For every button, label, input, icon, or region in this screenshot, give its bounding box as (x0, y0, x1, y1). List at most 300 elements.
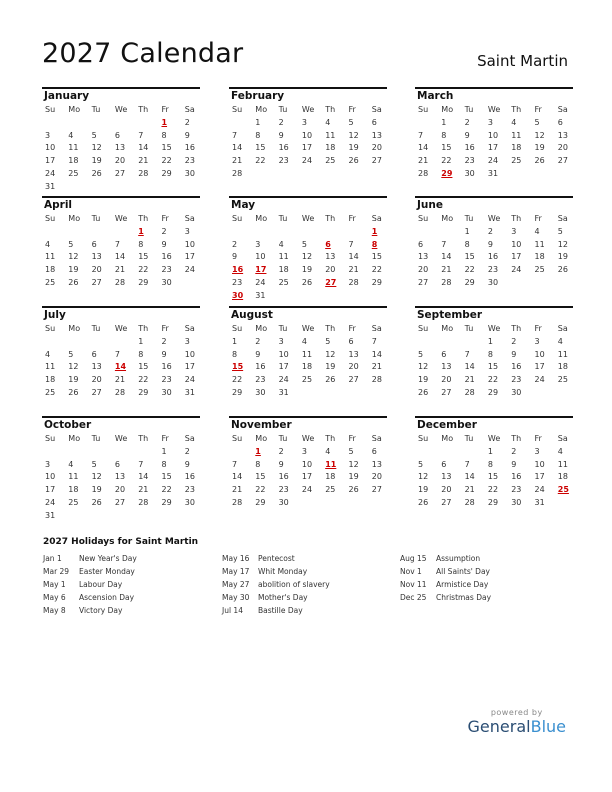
day-cell: 30 (511, 497, 522, 507)
holiday-day-cell: 11 (325, 459, 337, 469)
day-cell: 1 (161, 446, 167, 456)
day-cell: 29 (161, 497, 172, 507)
month-december (415, 416, 573, 522)
day-cell: 4 (68, 130, 74, 140)
weekday-label: Mo (255, 324, 268, 333)
weekday-label: Mo (68, 434, 81, 443)
day-cell: 27 (418, 277, 429, 287)
day-cell: 4 (557, 446, 563, 456)
day-cell: 16 (278, 143, 289, 153)
day-cell: 12 (91, 143, 102, 153)
weekday-label: Tu (91, 105, 101, 114)
day-cell: 26 (418, 387, 429, 397)
weekday-label: Sa (371, 434, 382, 443)
holiday-date: Dec 25 (400, 593, 427, 602)
day-cell: 28 (114, 387, 126, 397)
holiday-date: May 1 (43, 580, 66, 589)
day-cell: 7 (464, 349, 470, 359)
day-cell: 28 (138, 168, 149, 178)
day-cell: 16 (464, 143, 475, 153)
holiday-day-cell: 25 (557, 485, 569, 495)
day-cell: 5 (418, 349, 424, 359)
day-cell: 19 (301, 265, 313, 275)
holiday-item (400, 578, 491, 591)
weekday-label: Fr (161, 214, 169, 223)
day-cell: 27 (557, 156, 568, 166)
weekday-label: Sa (371, 105, 382, 114)
weekday-label: We (487, 105, 501, 114)
day-cell: 25 (68, 497, 79, 507)
month-march (415, 87, 573, 193)
day-cell: 28 (464, 387, 475, 397)
day-cell: 1 (487, 336, 493, 346)
weekday-label: Th (511, 105, 522, 114)
day-cell: 15 (138, 362, 149, 372)
day-cell: 9 (464, 130, 470, 140)
day-cell: 20 (114, 156, 126, 166)
empty-cell (65, 446, 88, 459)
day-cell: 3 (255, 239, 261, 249)
day-cell: 14 (114, 252, 126, 262)
day-cell: 14 (441, 252, 452, 262)
day-cell: 20 (91, 375, 102, 385)
day-cell: 10 (534, 459, 545, 469)
weekday-label: Tu (91, 434, 101, 443)
day-cell: 9 (511, 349, 517, 359)
day-cell: 29 (487, 387, 499, 397)
empty-cell (345, 226, 368, 239)
weekday-label: Fr (161, 105, 169, 114)
day-cell: 4 (45, 349, 51, 359)
holiday-date: May 16 (222, 554, 250, 563)
day-cell: 7 (138, 130, 144, 140)
day-cell: 25 (278, 277, 289, 287)
day-cell: 14 (232, 143, 243, 153)
day-cell: 14 (371, 349, 382, 359)
day-cell: 19 (348, 143, 359, 153)
day-cell: 4 (278, 239, 284, 249)
day-cell: 5 (557, 226, 563, 236)
day-cell: 14 (464, 472, 475, 482)
day-cell: 24 (511, 265, 522, 275)
weekday-label: Su (418, 434, 429, 443)
weekday-label: Fr (161, 434, 169, 443)
day-cell: 26 (418, 497, 429, 507)
day-cell: 24 (301, 156, 313, 166)
weekday-label: Su (232, 105, 243, 114)
day-cell: 19 (557, 252, 568, 262)
day-cell: 29 (161, 168, 172, 178)
day-cell: 7 (464, 459, 470, 469)
day-cell: 24 (184, 375, 195, 385)
empty-cell (65, 117, 88, 130)
day-cell: 25 (45, 387, 56, 397)
day-cell: 15 (371, 252, 382, 262)
day-cell: 24 (255, 277, 266, 287)
holiday-date: May 8 (43, 606, 66, 615)
weekday-label: Mo (255, 214, 268, 223)
day-cell: 11 (511, 130, 522, 140)
day-cell: 24 (278, 375, 289, 385)
weekday-label: Fr (534, 324, 542, 333)
day-cell: 17 (45, 156, 56, 166)
day-cell: 6 (114, 459, 120, 469)
weekday-label: Sa (557, 214, 568, 223)
day-cell: 2 (161, 336, 167, 346)
holiday-name: Christmas Day (436, 593, 492, 602)
month-divider (42, 196, 200, 198)
day-cell: 30 (184, 497, 195, 507)
day-cell: 20 (418, 265, 429, 275)
weekday-label: Su (45, 434, 56, 443)
day-cell: 22 (487, 485, 499, 495)
day-cell: 6 (441, 349, 447, 359)
day-cell: 28 (441, 277, 452, 287)
weekday-label: Mo (255, 105, 268, 114)
day-cell: 17 (184, 362, 195, 372)
day-cell: 28 (418, 168, 429, 178)
month-june (415, 196, 573, 302)
day-cell: 7 (114, 349, 120, 359)
day-cell: 13 (348, 349, 359, 359)
day-cell: 12 (534, 130, 545, 140)
day-cell: 12 (557, 239, 568, 249)
day-cell: 15 (255, 143, 266, 153)
day-cell: 19 (91, 485, 102, 495)
day-cell: 28 (464, 497, 475, 507)
day-cell: 22 (161, 485, 172, 495)
month-name: May (231, 199, 256, 211)
day-cell: 18 (68, 156, 79, 166)
weekday-label: Sa (371, 214, 382, 223)
day-cell: 20 (441, 485, 452, 495)
weekday-label: We (487, 214, 501, 223)
day-cell: 15 (138, 252, 149, 262)
empty-cell (42, 226, 65, 239)
day-cell: 27 (114, 168, 126, 178)
holiday-name: Ascension Day (79, 593, 135, 602)
day-cell: 22 (441, 156, 452, 166)
empty-cell (89, 446, 112, 459)
day-cell: 5 (348, 117, 354, 127)
day-cell: 8 (232, 349, 238, 359)
day-cell: 23 (161, 265, 172, 275)
day-cell: 19 (68, 375, 79, 385)
day-cell: 26 (534, 156, 545, 166)
day-cell: 13 (441, 472, 452, 482)
day-cell: 2 (511, 446, 517, 456)
day-cell: 18 (557, 362, 568, 372)
weekday-label: Tu (464, 324, 474, 333)
weekday-label: Mo (68, 324, 81, 333)
day-cell: 1 (232, 336, 238, 346)
day-cell: 21 (138, 156, 149, 166)
day-cell: 28 (348, 277, 359, 287)
holiday-item (43, 578, 137, 591)
day-cell: 6 (371, 446, 377, 456)
day-cell: 23 (278, 485, 289, 495)
day-cell: 6 (114, 130, 120, 140)
day-cell: 9 (184, 459, 190, 469)
weekday-label: We (301, 105, 315, 114)
holiday-day-cell: 14 (114, 362, 127, 372)
day-cell: 16 (487, 252, 499, 262)
weekday-label: Sa (557, 434, 568, 443)
holiday-date: Nov 11 (400, 580, 427, 589)
weekday-label: Sa (184, 324, 195, 333)
weekday-label: Fr (534, 214, 542, 223)
day-cell: 8 (138, 349, 144, 359)
day-cell: 8 (487, 349, 493, 359)
day-cell: 30 (511, 387, 522, 397)
day-cell: 25 (557, 375, 568, 385)
day-cell: 18 (278, 265, 289, 275)
month-grid (229, 433, 387, 510)
day-cell: 1 (255, 117, 261, 127)
empty-cell (415, 117, 438, 130)
day-cell: 20 (441, 375, 452, 385)
month-divider (415, 416, 573, 418)
day-cell: 24 (301, 485, 313, 495)
weekday-label: Su (418, 324, 429, 333)
day-cell: 20 (325, 265, 336, 275)
day-cell: 9 (487, 239, 493, 249)
weekday-label: Su (418, 105, 429, 114)
day-cell: 30 (278, 497, 289, 507)
holiday-item (222, 591, 330, 604)
weekday-label: We (487, 434, 501, 443)
day-cell: 25 (325, 485, 336, 495)
day-cell: 31 (534, 497, 545, 507)
day-cell: 8 (255, 130, 261, 140)
weekday-label: Tu (278, 105, 288, 114)
day-cell: 17 (278, 362, 289, 372)
holiday-day-cell: 29 (441, 168, 453, 178)
day-cell: 2 (184, 117, 190, 127)
day-cell: 6 (91, 239, 97, 249)
brand-general: General (467, 717, 531, 736)
month-divider (415, 306, 573, 308)
day-cell: 7 (348, 239, 354, 249)
day-cell: 19 (348, 472, 359, 482)
holiday-name: Armistice Day (436, 580, 489, 589)
holiday-item (43, 604, 137, 617)
day-cell: 19 (68, 265, 79, 275)
day-cell: 19 (325, 362, 336, 372)
empty-cell (42, 446, 65, 459)
day-cell: 13 (418, 252, 429, 262)
day-cell: 10 (45, 143, 56, 153)
holiday-name: Whit Monday (258, 567, 308, 576)
day-cell: 25 (45, 277, 56, 287)
weekday-label: Su (232, 324, 243, 333)
day-cell: 13 (371, 459, 382, 469)
holiday-day-cell: 30 (232, 290, 244, 300)
day-cell: 21 (114, 375, 126, 385)
month-april (42, 196, 200, 302)
holidays-title: 2027 Holidays for Saint Martin (43, 537, 199, 547)
weekday-label: Su (45, 105, 56, 114)
day-cell: 27 (441, 387, 452, 397)
empty-cell (252, 226, 275, 239)
day-cell: 18 (557, 472, 568, 482)
day-cell: 23 (511, 375, 522, 385)
month-divider (415, 196, 573, 198)
day-cell: 15 (487, 362, 499, 372)
weekday-label: Su (418, 214, 429, 223)
day-cell: 3 (511, 226, 517, 236)
day-cell: 6 (348, 336, 354, 346)
day-cell: 11 (68, 472, 79, 482)
day-cell: 14 (418, 143, 429, 153)
day-cell: 2 (511, 336, 517, 346)
month-divider (229, 416, 387, 418)
day-cell: 22 (138, 375, 149, 385)
holiday-item (43, 591, 137, 604)
weekday-label: Th (138, 434, 149, 443)
day-cell: 3 (534, 336, 540, 346)
day-cell: 2 (487, 226, 493, 236)
empty-cell (65, 336, 88, 349)
holiday-date: Mar 29 (43, 567, 70, 576)
holiday-item (222, 552, 330, 565)
day-cell: 19 (418, 485, 429, 495)
empty-cell (276, 226, 299, 239)
weekday-label: Fr (348, 214, 356, 223)
weekday-label: Sa (371, 324, 382, 333)
weekday-label: Tu (464, 434, 474, 443)
day-cell: 14 (138, 143, 149, 153)
day-cell: 8 (464, 239, 470, 249)
day-cell: 26 (557, 265, 568, 275)
day-cell: 14 (138, 472, 149, 482)
day-cell: 1 (464, 226, 470, 236)
weekday-label: Fr (348, 324, 356, 333)
day-cell: 6 (557, 117, 563, 127)
weekday-label: Tu (464, 214, 474, 223)
day-cell: 24 (534, 485, 545, 495)
day-cell: 19 (534, 143, 545, 153)
holiday-name: Bastille Day (258, 606, 303, 615)
weekday-label: Sa (184, 434, 195, 443)
day-cell: 14 (348, 252, 359, 262)
month-grid (42, 433, 200, 523)
day-cell: 20 (91, 265, 102, 275)
day-cell: 5 (348, 446, 354, 456)
day-cell: 8 (138, 239, 144, 249)
day-cell: 29 (138, 387, 149, 397)
day-cell: 2 (278, 446, 284, 456)
holiday-column (222, 552, 330, 617)
month-name: August (231, 309, 273, 321)
day-cell: 7 (371, 336, 377, 346)
day-cell: 21 (418, 156, 429, 166)
holiday-date: Nov 1 (400, 567, 422, 576)
day-cell: 20 (557, 143, 568, 153)
month-september (415, 306, 573, 412)
day-cell: 16 (278, 472, 289, 482)
day-cell: 16 (161, 362, 172, 372)
day-cell: 16 (511, 362, 522, 372)
day-cell: 18 (68, 485, 79, 495)
day-cell: 29 (487, 497, 499, 507)
day-cell: 6 (371, 117, 377, 127)
day-cell: 21 (441, 265, 452, 275)
day-cell: 3 (534, 446, 540, 456)
day-cell: 16 (184, 143, 195, 153)
day-cell: 1 (138, 336, 144, 346)
day-cell: 18 (301, 362, 313, 372)
holiday-item (43, 565, 137, 578)
day-cell: 11 (278, 252, 289, 262)
day-cell: 2 (278, 117, 284, 127)
day-cell: 30 (184, 168, 195, 178)
day-cell: 10 (534, 349, 545, 359)
month-name: January (44, 90, 90, 102)
weekday-label: Tu (278, 434, 288, 443)
day-cell: 15 (255, 472, 266, 482)
holiday-name: Mother's Day (258, 593, 308, 602)
day-cell: 12 (68, 252, 79, 262)
holiday-name: New Year's Day (79, 554, 137, 563)
day-cell: 23 (278, 156, 289, 166)
holiday-column (43, 552, 137, 617)
day-cell: 30 (161, 387, 172, 397)
day-cell: 20 (371, 143, 382, 153)
day-cell: 17 (45, 485, 56, 495)
day-cell: 10 (487, 130, 499, 140)
day-cell: 26 (348, 485, 359, 495)
month-august (229, 306, 387, 412)
holiday-date: Aug 15 (400, 554, 427, 563)
empty-cell (462, 446, 485, 459)
weekday-label: Su (232, 214, 243, 223)
day-cell: 7 (441, 239, 447, 249)
day-cell: 5 (91, 459, 97, 469)
holiday-name: Labour Day (79, 580, 123, 589)
weekday-label: Su (232, 434, 243, 443)
day-cell: 3 (487, 117, 493, 127)
day-cell: 3 (278, 336, 284, 346)
day-cell: 2 (464, 117, 470, 127)
day-cell: 22 (255, 156, 266, 166)
day-cell: 29 (232, 387, 243, 397)
day-cell: 31 (278, 387, 289, 397)
day-cell: 5 (91, 130, 97, 140)
weekday-label: Th (511, 324, 522, 333)
day-cell: 19 (91, 156, 102, 166)
month-january (42, 87, 200, 193)
day-cell: 22 (487, 375, 499, 385)
day-cell: 16 (184, 472, 195, 482)
weekday-label: Th (511, 214, 522, 223)
day-cell: 10 (255, 252, 266, 262)
weekday-label: Th (325, 324, 336, 333)
page-title: 2027 Calendar (42, 38, 244, 69)
empty-cell (415, 446, 438, 459)
day-cell: 21 (138, 485, 149, 495)
holiday-date: Jan 1 (43, 554, 62, 563)
weekday-label: Th (511, 434, 522, 443)
day-cell: 11 (557, 349, 568, 359)
day-cell: 17 (534, 362, 545, 372)
holiday-item (222, 604, 330, 617)
day-cell: 21 (464, 485, 475, 495)
empty-cell (135, 446, 158, 459)
day-cell: 15 (464, 252, 475, 262)
day-cell: 12 (325, 349, 336, 359)
day-cell: 10 (511, 239, 522, 249)
